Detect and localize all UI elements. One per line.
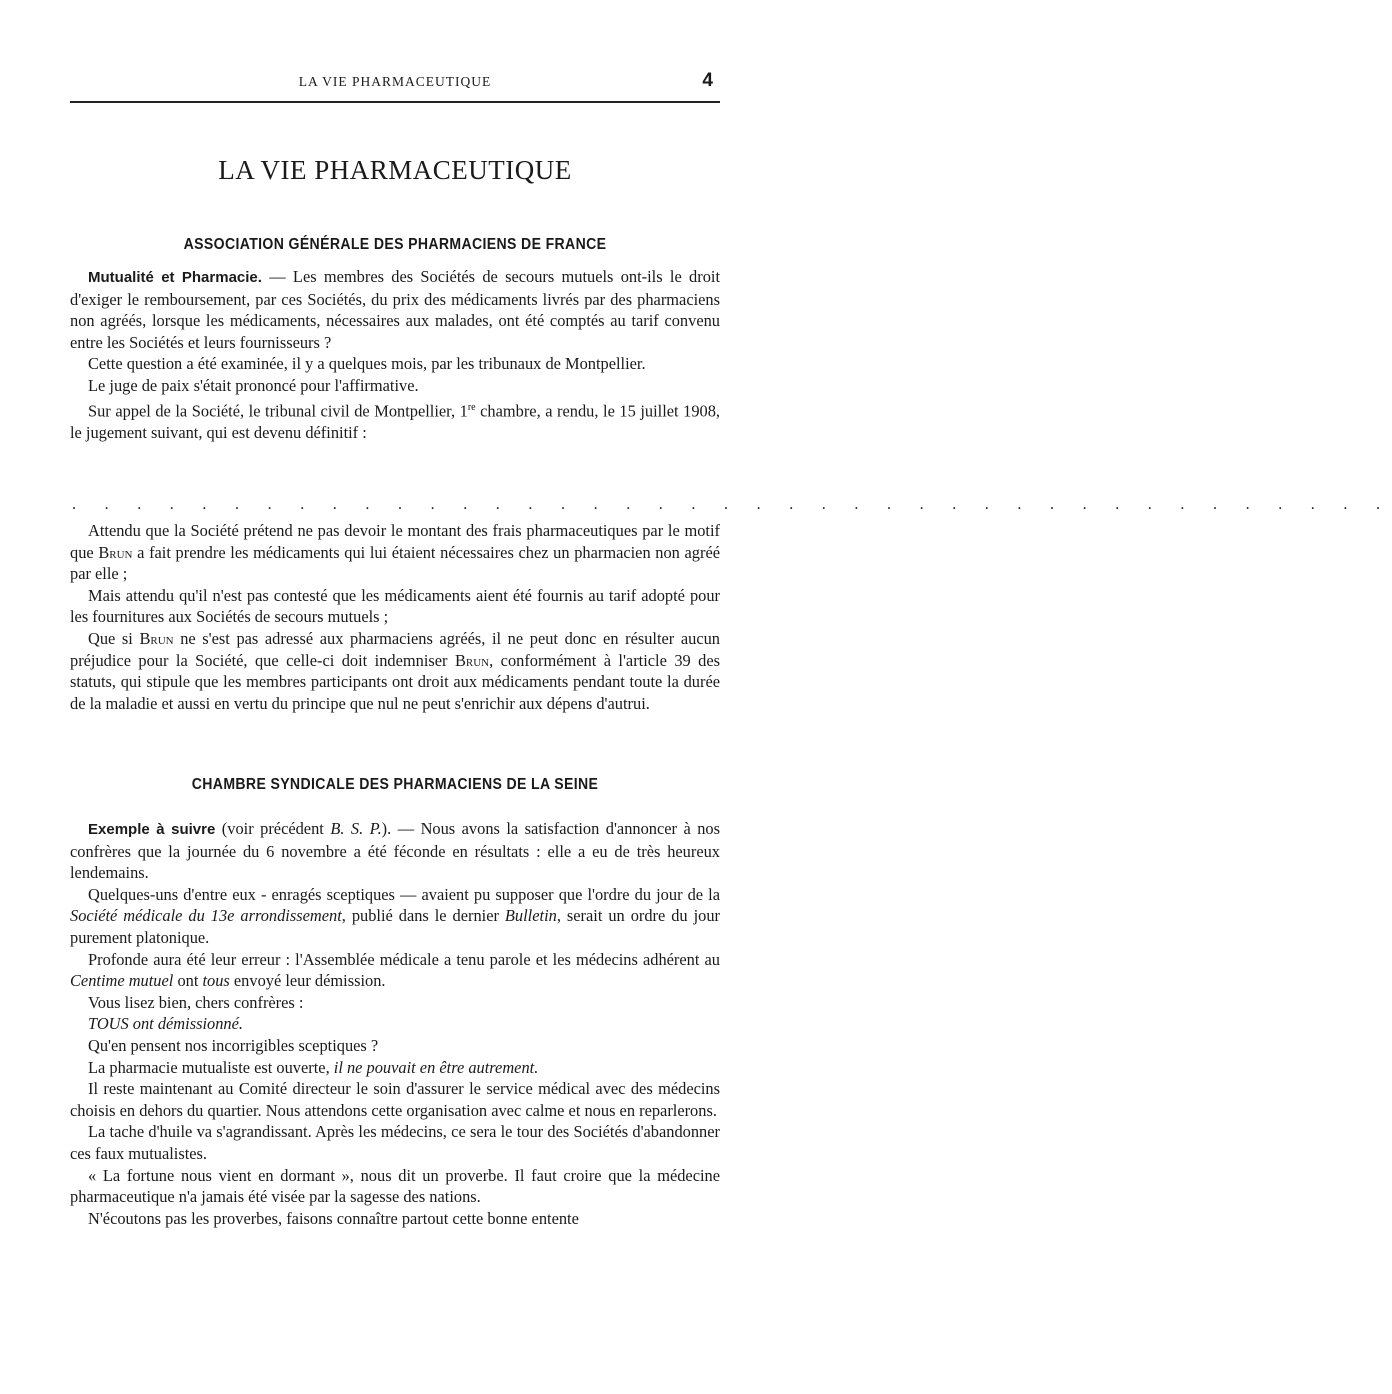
paragraph: Profonde aura été leur erreur : l'Assemblée médicale a tenu parole et les médecins adhérent au Centime mutuel ont tous envoyé leur démission. <box>70 949 720 991</box>
paragraph: La pharmacie mutualiste est ouverte, il ne pouvait en être autrement. <box>88 1057 539 1077</box>
running-title: LA VIE PHARMACEUTIQUE <box>298 74 492 89</box>
section-title-chambre: CHAMBRE SYNDICALE DES PHARMACIENS DE LA SEINE <box>191 776 599 793</box>
paragraph: TOUS ont démissionné. <box>88 1014 243 1034</box>
paragraph: Le juge de paix s'était prononcé pour l'affirmative. <box>88 375 419 395</box>
paragraph: Attendu que la Société prétend ne pas devoir le montant des frais pharmaceutiques par le motif que Brun a fait prendre les médicaments qui lui étaient nécessaires chez un pharmacien non agréé par elle ; <box>70 521 721 584</box>
paragraph: Quelques-uns d'entre eux - enragés sceptiques — avaient pu supposer que l'ordre du jour de la Société médicale du 13e arrondissement, publié dans le dernier Bulletin, serait un ordre du jour purement platonique. <box>70 884 720 947</box>
paragraph: N'écoutons pas les proverbes, faisons connaître partout cette bonne entente <box>88 1208 579 1228</box>
judgment-quote <box>70 520 720 714</box>
page-number: 4 <box>702 70 714 91</box>
section-title-association: ASSOCIATION GÉNÉRALE DES PHARMACIENS DE FRANCE <box>183 236 607 253</box>
paragraph: La tache d'huile va s'agrandissant. Après les médecins, ce sera le tour des Sociétés d'abandonner ces faux mutualistes. <box>70 1122 720 1163</box>
paragraph: Mais attendu qu'il n'est pas contesté que les médicaments aient été fournis au tarif adopté pour les fournitures aux Sociétés de secours mutuels ; <box>70 585 720 627</box>
paragraph: Vous lisez bien, chers confrères : <box>88 992 304 1012</box>
paragraph: Exemple à suivre (voir précédent B. S. P.). — Nous avons la satisfaction d'annoncer à nos confrères que la journée du 6 novembre a été féconde en résultats : elle a eu de très heureux lendemains. <box>70 819 720 883</box>
paragraph-lead: Exemple à suivre <box>88 821 216 838</box>
section1-intro <box>70 266 720 443</box>
header-rule <box>70 101 720 103</box>
running-header <box>70 72 720 94</box>
paragraph: Il reste maintenant au Comité directeur le soin d'assurer le service médical avec des médecins choisis en dehors du quartier. Nous attendons cette organisation avec calme et nous en reparlerons. <box>70 1079 720 1120</box>
paragraph: Mutualité et Pharmacie. — Les membres des Sociétés de secours mutuels ont-ils le droit d'exiger le remboursement, par ces Sociétés, du prix des médicaments livrés par des pharmaciens non agréés, lorsque les médicaments, nécessaires aux malades, ont été comptés au tarif convenu entre les Sociétés et leurs fournisseurs ? <box>70 267 720 352</box>
section2-body <box>70 818 720 1229</box>
paragraph: Que si Brun ne s'est pas adressé aux pharmaciens agréés, il ne peut donc en résulter aucun préjudice pour la Société, que celle-ci doit indemniser Brun, conformément à l'article 39 des statuts, qui stipule que les membres participants ont droit aux médicaments pendant toute la durée de la maladie et aussi en vertu du principe que nul ne peut s'enrichir aux dépens d'autrui. <box>70 628 720 713</box>
paragraph: « La fortune nous vient en dormant », nous dit un proverbe. Il faut croire que la médecine pharmaceutique n'a jamais été visée par la sagesse des nations. <box>70 1165 720 1207</box>
ellipsis-row: . . . . . . . . . . . . . . . . . . . . . . . . . . . . . . . . . . . . . . . . . <box>72 496 1392 513</box>
paragraph: Sur appel de la Société, le tribunal civil de Montpellier, 1re chambre, a rendu, le 15 juillet 1908, le jugement suivant, qui est devenu définitif : <box>70 401 721 442</box>
main-title: LA VIE PHARMACEUTIQUE <box>218 155 572 185</box>
paragraph: Qu'en pensent nos incorrigibles sceptiques ? <box>88 1035 379 1055</box>
paragraph-lead: Mutualité et Pharmacie. <box>88 269 262 286</box>
paragraph: Cette question a été examinée, il y a quelques mois, par les tribunaux de Montpellier. <box>88 354 646 374</box>
